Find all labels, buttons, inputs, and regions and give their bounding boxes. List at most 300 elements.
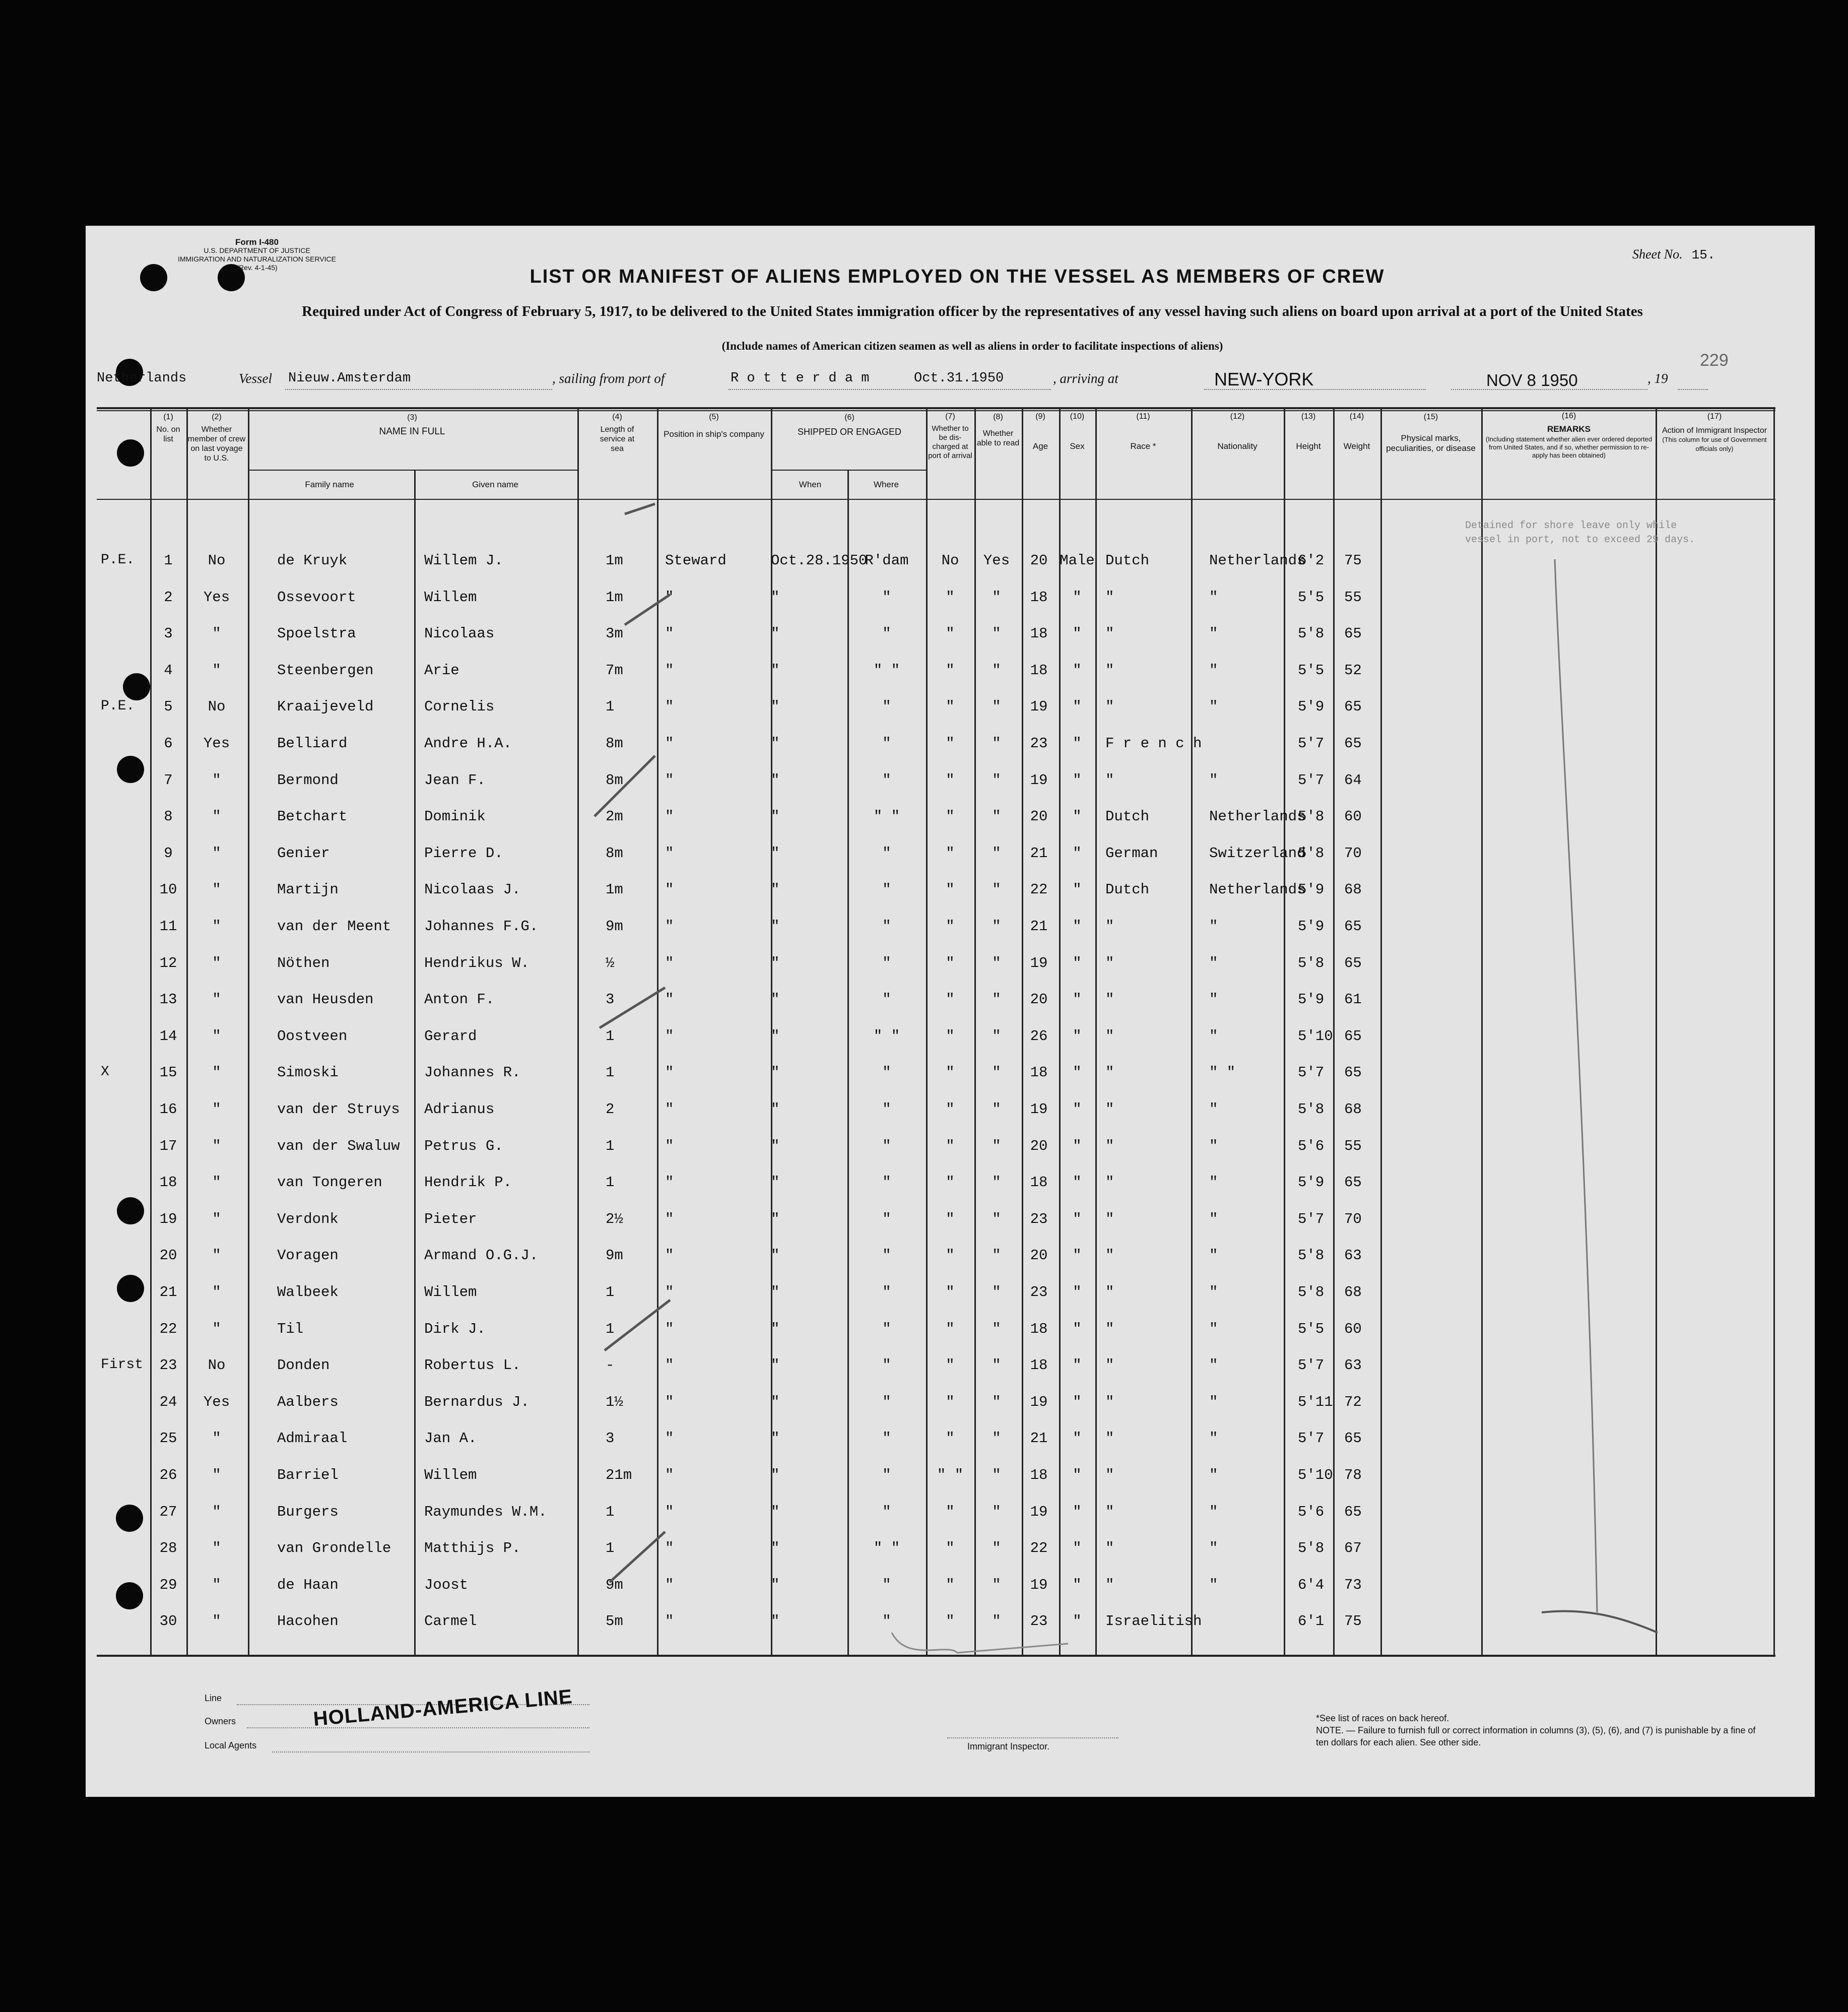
col-header-given-name: Given name [472,480,518,489]
row-discharged: " [946,625,955,642]
row-given-name: Andre H.A. [424,735,512,752]
row-race: Dutch [1105,808,1150,825]
row-discharged: " [946,1613,955,1630]
row-age: 19 [1030,772,1048,789]
row-shipped-where: " [882,1613,891,1630]
row-length-service: 9m [606,1247,623,1264]
row-race: " [1105,1430,1114,1447]
rule [947,1737,1118,1738]
row-race: Dutch [1105,881,1150,898]
row-number: 5 [164,698,173,715]
row-given-name: Joost [424,1577,469,1593]
row-able-read: " [992,881,1001,898]
row-shipped-where: " [882,1284,891,1301]
row-given-name: Arie [424,662,459,679]
row-previous-voyage: " [212,625,221,642]
row-race: Dutch [1105,552,1150,569]
row-able-read: " [992,698,1001,715]
row-nationality: " [1209,1540,1218,1556]
row-position: " [665,1247,674,1264]
row-family-name: van Tongeren [277,1174,382,1191]
row-sex: " [1073,1064,1082,1081]
row-race: " [1105,1577,1114,1593]
row-nationality: " [1209,1174,1218,1191]
row-weight: 64 [1344,772,1362,789]
row-previous-voyage: " [212,1284,221,1301]
row-given-name: Willem [424,589,477,606]
row-family-name: Spoelstra [277,625,356,642]
row-sex: " [1073,1321,1082,1337]
row-length-service: 8m [606,772,623,789]
sheet-value: 15. [1691,247,1715,263]
row-previous-voyage: " [212,1138,221,1154]
row-shipped-where: " " [873,1540,900,1556]
row-family-name: Bermond [277,772,339,789]
pencil-stroke [600,988,665,1028]
row-sex: " [1073,1613,1082,1630]
row-shipped-when: " [771,1174,780,1191]
row-height: 5'6 [1298,1504,1325,1520]
row-previous-voyage: " [212,1504,221,1520]
row-nationality: Netherlands [1209,808,1306,825]
row-nationality: " [1209,772,1218,789]
row-given-name: Matthijs P. [424,1540,521,1556]
row-able-read: " [992,1540,1001,1556]
row-length-service: 1½ [606,1394,623,1410]
row-race: " [1105,918,1114,935]
row-number: 4 [164,662,173,679]
row-number: 24 [159,1394,177,1410]
row-previous-voyage: No [208,1357,226,1374]
row-able-read: " [992,1394,1001,1410]
row-weight: 68 [1344,1101,1362,1118]
row-age: 23 [1030,1284,1048,1301]
row-able-read: " [992,808,1001,825]
vessel-label: Vessel [239,371,272,386]
row-position: " [665,845,674,862]
row-weight: 68 [1344,1284,1362,1301]
row-sex: " [1073,1504,1082,1520]
row-number: 18 [159,1174,177,1191]
row-length-service: 1 [606,1174,615,1191]
row-shipped-when: " [771,1247,780,1264]
row-shipped-when: " [771,1211,780,1227]
row-family-name: Hacohen [277,1613,339,1630]
row-able-read: " [992,1211,1001,1227]
row-sex: " [1073,918,1082,935]
row-nationality: " [1209,1504,1218,1520]
row-nationality: " [1209,1467,1218,1483]
row-length-service: ½ [606,955,615,971]
row-discharged: " [946,1504,955,1520]
row-given-name: Hendrik P. [424,1174,512,1191]
row-given-name: Dirk J. [424,1321,486,1337]
row-previous-voyage: Yes [203,589,230,606]
row-position: " [665,735,674,752]
row-able-read: " [992,1101,1001,1118]
row-race: " [1105,772,1114,789]
row-able-read: " [992,735,1001,752]
row-length-service: - [606,1357,615,1374]
row-length-service: 2½ [606,1211,623,1227]
service: IMMIGRATION AND NATURALIZATION SERVICE [178,255,336,263]
row-length-service: 1 [606,1504,615,1520]
col-header-shipped: (6) SHIPPED OR ENGAGED [797,413,902,437]
row-sex: " [1073,881,1082,898]
inspector-initials [892,1633,1068,1653]
row-shipped-where: " [882,991,891,1008]
row-number: 25 [159,1430,177,1447]
row-age: 21 [1030,1430,1048,1447]
row-height: 6'2 [1298,552,1325,569]
row-weight: 75 [1344,552,1362,569]
row-shipped-where: " [882,1430,891,1447]
row-margin-note: First [101,1357,144,1373]
row-position: " [665,1064,674,1081]
row-family-name: Voragen [277,1247,339,1264]
row-shipped-when: " [771,1430,780,1447]
row-age: 18 [1030,1064,1048,1081]
row-number: 26 [159,1467,177,1483]
form-number: Form I-480 [235,237,279,247]
row-race: " [1105,1247,1114,1264]
row-family-name: Til [277,1321,304,1337]
footer-note [1316,1712,1769,1748]
row-nationality: " [1209,1028,1218,1045]
rule [247,1727,589,1728]
row-sex: " [1073,1357,1082,1374]
row-sex: " [1073,955,1082,971]
col-header-name: (3) NAME IN FULL [379,413,445,437]
row-weight: 68 [1344,881,1362,898]
row-weight: 65 [1344,1028,1362,1045]
row-able-read: " [992,1577,1001,1593]
row-weight: 65 [1344,1504,1362,1520]
row-race: " [1105,1028,1114,1045]
row-given-name: Anton F. [424,991,495,1008]
row-age: 20 [1030,808,1048,825]
col-header-weight: (14) Weight [1343,412,1370,451]
col-header-discharged: (7) Whether to be dis-charged at port of arrival [928,412,972,460]
arrival-date: NOV 8 1950 [1486,371,1578,390]
row-nationality: " [1209,625,1218,642]
row-discharged: " " [937,1467,964,1483]
pencil-stroke [610,1532,665,1582]
row-sex: " [1073,1247,1082,1264]
row-number: 8 [164,808,173,825]
row-shipped-when: " [771,698,780,715]
row-shipped-where: " [882,955,891,971]
row-family-name: de Haan [277,1577,339,1593]
row-age: 18 [1030,1321,1048,1337]
row-given-name: Raymundes W.M. [424,1504,547,1520]
row-nationality: " [1209,955,1218,971]
row-sex: " [1073,1028,1082,1045]
row-race: " [1105,589,1114,606]
row-discharged: " [946,1321,955,1337]
row-previous-voyage: " [212,918,221,935]
row-shipped-where: " [882,589,891,606]
row-discharged: " [946,845,955,862]
row-sex: " [1073,735,1082,752]
footer-line-label: Line [205,1693,222,1703]
row-sex: Male [1060,552,1095,569]
row-able-read: " [992,625,1001,642]
row-shipped-where: " [882,1357,891,1374]
row-shipped-where: " " [873,662,900,679]
row-previous-voyage: No [208,698,226,715]
row-position: " [665,1430,674,1447]
row-able-read: " [992,662,1001,679]
row-sex: " [1073,991,1082,1008]
row-given-name: Carmel [424,1613,477,1630]
row-able-read: " [992,991,1001,1008]
departure-date: Oct.31.1950 [914,371,1004,386]
row-previous-voyage: Yes [203,735,230,752]
row-family-name: Oostveen [277,1028,348,1045]
row-length-service: 1 [606,1284,615,1301]
row-shipped-when: " [771,589,780,606]
row-race: " [1105,1394,1114,1410]
row-discharged: " [946,1357,955,1374]
row-height: 5'8 [1298,845,1325,862]
row-family-name: Genier [277,845,330,862]
row-margin-note: P.E. [101,698,135,714]
col-header-race: (11) Race * [1130,412,1156,451]
row-nationality: " [1209,1321,1218,1337]
row-given-name: Willem [424,1467,477,1483]
row-able-read: Yes [983,552,1010,569]
row-height: 5'11 [1298,1394,1333,1410]
row-shipped-when: " [771,1467,780,1483]
row-race: " [1105,1357,1114,1374]
row-nationality: " [1209,1247,1218,1264]
row-weight: 60 [1344,808,1362,825]
row-number: 22 [159,1321,177,1337]
row-number: 27 [159,1504,177,1520]
row-position: " [665,1357,674,1374]
row-length-service: 1m [606,552,623,569]
row-family-name: Martijn [277,881,339,898]
row-number: 23 [159,1357,177,1374]
row-number: 9 [164,845,173,862]
row-able-read: " [992,1174,1001,1191]
row-shipped-where: " [882,1394,891,1410]
row-sex: " [1073,808,1082,825]
row-shipped-when: " [771,1138,780,1154]
col-header-prev-voyage: (2) Whether member of crew on last voyage to U.S. [187,413,246,463]
row-able-read: " [992,1064,1001,1081]
row-shipped-where: " [882,1577,891,1593]
row-number: 13 [159,991,177,1008]
row-height: 5'9 [1298,698,1325,715]
sheet-label: Sheet No. [1632,247,1683,262]
row-age: 20 [1030,991,1048,1008]
row-discharged: " [946,1028,955,1045]
row-weight: 63 [1344,1357,1362,1374]
row-family-name: Burgers [277,1504,339,1520]
row-height: 5'5 [1298,589,1325,606]
row-discharged: " [946,662,955,679]
row-weight: 52 [1344,662,1362,679]
row-shipped-when: " [771,1613,780,1630]
row-previous-voyage: " [212,1540,221,1556]
row-height: 5'7 [1298,1211,1325,1227]
row-shipped-when: " [771,1321,780,1337]
row-race: " [1105,955,1114,971]
row-weight: 67 [1344,1540,1362,1556]
row-able-read: " [992,1028,1001,1045]
row-able-read: " [992,1321,1001,1337]
row-given-name: Armand O.G.J. [424,1247,539,1264]
row-position: " [665,1540,674,1556]
row-given-name: Hendrikus W. [424,955,530,971]
row-able-read: " [992,772,1001,789]
row-able-read: " [992,845,1001,862]
row-race: " [1105,1211,1114,1227]
row-race: " [1105,1504,1114,1520]
row-shipped-when: " [771,1394,780,1410]
subtitle-note: (Include names of American citizen seamen as well as aliens in order to facilitate inspections of aliens) [721,340,1223,352]
row-given-name: Pierre D. [424,845,503,862]
row-height: 5'8 [1298,955,1325,971]
row-race: Israelitish [1105,1613,1202,1630]
row-able-read: " [992,1504,1001,1520]
row-age: 23 [1030,735,1048,752]
row-shipped-when: " [771,625,780,642]
row-given-name: Jan A. [424,1430,477,1447]
row-position: " [665,1394,674,1410]
row-number: 30 [159,1613,177,1630]
row-age: 19 [1030,1101,1048,1118]
row-weight: 65 [1344,1064,1362,1081]
row-discharged: " [946,955,955,971]
row-length-service: 1m [606,881,623,898]
row-age: 22 [1030,1540,1048,1556]
row-height: 5'7 [1298,1430,1325,1447]
row-height: 5'8 [1298,1284,1325,1301]
row-length-service: 1 [606,1138,615,1154]
row-race: " [1105,698,1114,715]
row-weight: 65 [1344,955,1362,971]
row-height: 5'10 [1298,1028,1333,1045]
row-race: " [1105,1284,1114,1301]
row-race: F r e n c h [1105,735,1202,752]
inspector-label: Immigrant Inspector. [967,1741,1050,1751]
col-header-remarks: (16) REMARKS (Including statement whether alien ever ordered deported from United States, and if so, whether permission to re-apply has been obtained) [1485,412,1653,459]
row-position: " [665,662,674,679]
col-header-position: (5) Position in ship's company [664,413,764,439]
row-race: " [1105,1174,1114,1191]
row-shipped-where: " " [873,1028,900,1045]
agents-stamp: HOLLAND-AMERICA LINE [312,1685,574,1730]
row-discharged: " [946,1138,955,1154]
row-weight: 65 [1344,698,1362,715]
row-discharged: " [946,991,955,1008]
rule [272,1751,589,1753]
row-shipped-where: " [882,918,891,935]
row-number: 21 [159,1284,177,1301]
row-race: " [1105,625,1114,642]
col-header-no: (1) No. on list [156,413,180,443]
row-position: " [665,1504,674,1520]
row-able-read: " [992,1284,1001,1301]
col-header-age: (9) Age [1032,412,1048,451]
vessel-name: Nieuw.Amsterdam [288,371,411,386]
row-shipped-when: " [771,1284,780,1301]
row-weight: 65 [1344,1174,1362,1191]
row-shipped-when: " [771,955,780,971]
row-number: 2 [164,589,173,606]
row-weight: 65 [1344,735,1362,752]
row-given-name: Pieter [424,1211,477,1227]
row-weight: 60 [1344,1321,1362,1337]
row-margin-note: X [101,1064,109,1080]
row-position: " [665,991,674,1008]
row-family-name: Barriel [277,1467,339,1483]
row-position: " [665,1321,674,1337]
row-number: 3 [164,625,173,642]
revision: (Rev. 4-1-45) [236,264,278,272]
row-previous-voyage: " [212,1321,221,1337]
row-able-read: " [992,1613,1001,1630]
row-family-name: Belliard [277,735,348,752]
row-discharged: " [946,808,955,825]
row-able-read: " [992,1357,1001,1374]
row-number: 16 [159,1101,177,1118]
col-header-able-read: (8) Whether able to read [976,413,1020,447]
row-race: German [1105,845,1158,862]
row-position: " [665,1577,674,1593]
row-given-name: Willem J. [424,552,503,569]
row-previous-voyage: " [212,1247,221,1264]
row-able-read: " [992,918,1001,935]
row-position: " [665,698,674,715]
col-header-physical-marks: (15) Physical marks, peculiarities, or disease [1386,413,1476,453]
row-sex: " [1073,662,1082,679]
row-shipped-when: " [771,1540,780,1556]
row-previous-voyage: " [212,1028,221,1045]
row-height: 5'9 [1298,1174,1325,1191]
row-weight: 55 [1344,1138,1362,1154]
row-height: 5'6 [1298,1138,1325,1154]
col-header-family-name: Family name [305,480,354,489]
row-shipped-when: " [771,1577,780,1593]
row-age: 19 [1030,1394,1048,1410]
row-given-name: Adrianus [424,1101,495,1118]
arrival-port: NEW-YORK [1214,369,1314,390]
row-position: " [665,1174,674,1191]
row-previous-voyage: " [212,1174,221,1191]
row-race: " [1105,1540,1114,1556]
row-age: 21 [1030,845,1048,862]
row-previous-voyage: " [212,845,221,862]
stamp-number: 229 [1700,351,1729,370]
row-shipped-where: " [882,881,891,898]
row-length-service: 7m [606,662,623,679]
row-sex: " [1073,772,1082,789]
row-discharged: " [946,735,955,752]
row-number: 15 [159,1064,177,1081]
row-given-name: Bernardus J. [424,1394,530,1410]
row-age: 20 [1030,552,1048,569]
row-number: 28 [159,1540,177,1556]
row-previous-voyage: " [212,772,221,789]
row-position: " [665,589,674,606]
row-weight: 61 [1344,991,1362,1008]
row-age: 19 [1030,1577,1048,1593]
row-age: 18 [1030,1467,1048,1483]
